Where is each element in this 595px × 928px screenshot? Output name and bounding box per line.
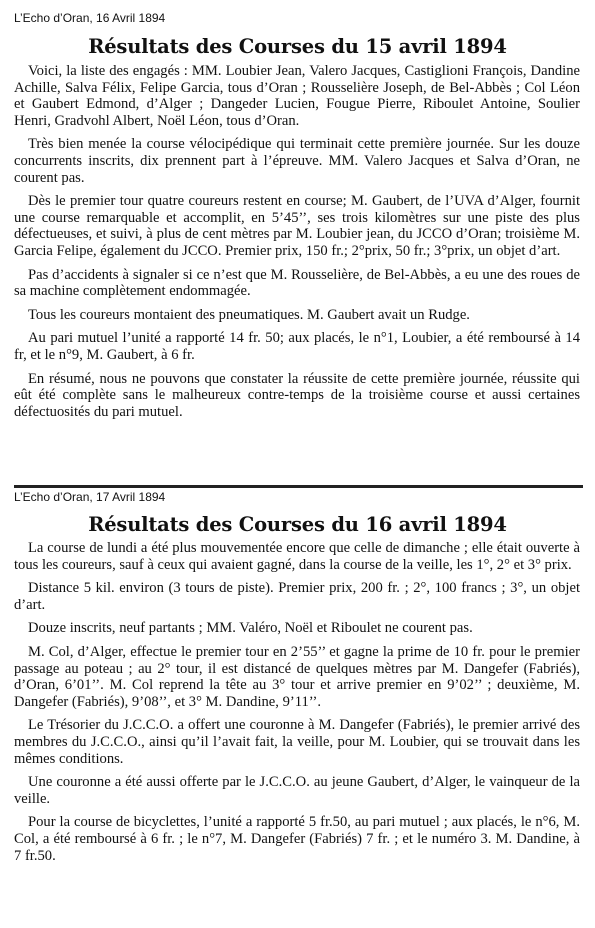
article-body [0, 63, 595, 420]
paragraph: La course de lundi a été plus mouvementée encore que celle de dimanche ; elle était ouverte à tous les coureurs, sauf à ceux qui avaient gagné, dans la course de la veille, les 1°, 2° et 3° prix. [14, 540, 580, 573]
paragraph: Pour la course de bicyclettes, l’unité a rapporté 5 fr.50, au pari mutuel ; aux placés, le n°6, M. Col, a été remboursé à 6 fr. ; le n°7, M. Dangefer (Fabriés) 7 fr. ; et le numéro 3. M. Dandine, à 7 fr.50. [14, 814, 580, 864]
article-source: L’Echo d’Oran, 17 Avril 1894 [14, 490, 166, 504]
paragraph: Voici, la liste des engagés : MM. Loubier Jean, Valero Jacques, Castiglioni François, Dandine Achille, Salva Félix, Felipe Garcia, tous d’Oran ; Rousselière Joseph, de Bel-Abbès ; Col Léon et Gaubert Edmond, d’Alger ; Dangeder Lucien, Fougue Pierre, Riboulet Antoine, Soulier Henri, Gradvohl Albert, Noël Léon, tous d’Oran. [14, 63, 580, 129]
article-april-15 [0, 11, 595, 420]
paragraph: Pas d’accidents à signaler si ce n’est que M. Rousselière, de Bel-Abbès, a eu une des roues de sa machine complètement endommagée. [14, 266, 580, 300]
paragraph: Tous les coureurs montaient des pneumatiques. M. Gaubert avait un Rudge. [28, 306, 470, 323]
paragraph: Distance 5 kil. environ (3 tours de piste). Premier prix, 200 fr. ; 2°, 100 francs ; 3°, un objet d’art. [14, 580, 580, 613]
article-title: Résultats des Courses du 15 avril 1894 [88, 35, 507, 58]
paragraph: En résumé, nous ne pouvons que constater la réussite de cette première journée, réussite qui eût été complète sans le malheureux contre-temps de la troisième course et aussi certaines défectuosités du pari mutuel. [14, 370, 580, 420]
paragraph: Douze inscrits, neuf partants ; MM. Valéro, Noël et Riboulet ne courent pas. [28, 620, 473, 637]
paragraph: Au pari mutuel l’unité a rapporté 14 fr. 50; aux placés, le n°1, Loubier, a été remboursé à 14 fr, et le n°9, M. Gaubert, à 6 fr. [14, 330, 580, 363]
paragraph: Une couronne a été aussi offerte par le J.C.C.O. au jeune Gaubert, d’Alger, le vainqueur de la veille. [14, 774, 580, 807]
paragraph: Très bien menée la course vélocipédique qui terminait cette première journée. Sur les douze concurrents inscrits, dix prennent part à l’épreuve. MM. Valero Jacques et Salva d’Oran, ne courent pas. [14, 136, 580, 186]
paragraph: Dès le premier tour quatre coureurs restent en course; M. Gaubert, de l’UVA d’Alger, fournit une course remarquable et accomplit, en 5’45’’, ses trois kilomètres sur une piste des plus défectueuses, et suivi, à plus de cent mètres par M. Loubier jean, du JCCO d’Oran; troisième M. Garcia Felipe, également du JCCO. Premier prix, 150 fr.; 2°prix, 50 fr.; 3°prix, un objet d’art. [14, 193, 580, 259]
paragraph: Le Trésorier du J.C.C.O. a offert une couronne à M. Dangefer (Fabriés), le premier arrivé des membres du J.C.C.O., ainsi qu’il l’avait fait, la veille, pour M. Loubier, qui se trouvait dans les mêmes conditions. [14, 717, 580, 767]
article-source: L’Echo d’Oran, 16 Avril 1894 [14, 11, 166, 25]
paragraph: M. Col, d’Alger, effectue le premier tour en 2’55’’ et gagne la prime de 10 fr. pour le premier passage au poteau ; au 2° tour, il est distancé de quelques mètres par M. Dangefer (Fabriés), d’Oran, 6’01’’. M. Col reprend la tête au 3° tour et arrive premier en 9’02’’ ; deuxième, M. Dangefer (Fabriés), 9’08’’, et 3° M. Dandine, 9’11’’. [14, 643, 580, 710]
article-body [0, 540, 595, 864]
article-title: Résultats des Courses du 16 avril 1894 [88, 513, 507, 536]
article-april-16 [0, 490, 595, 864]
section-divider [14, 485, 583, 488]
